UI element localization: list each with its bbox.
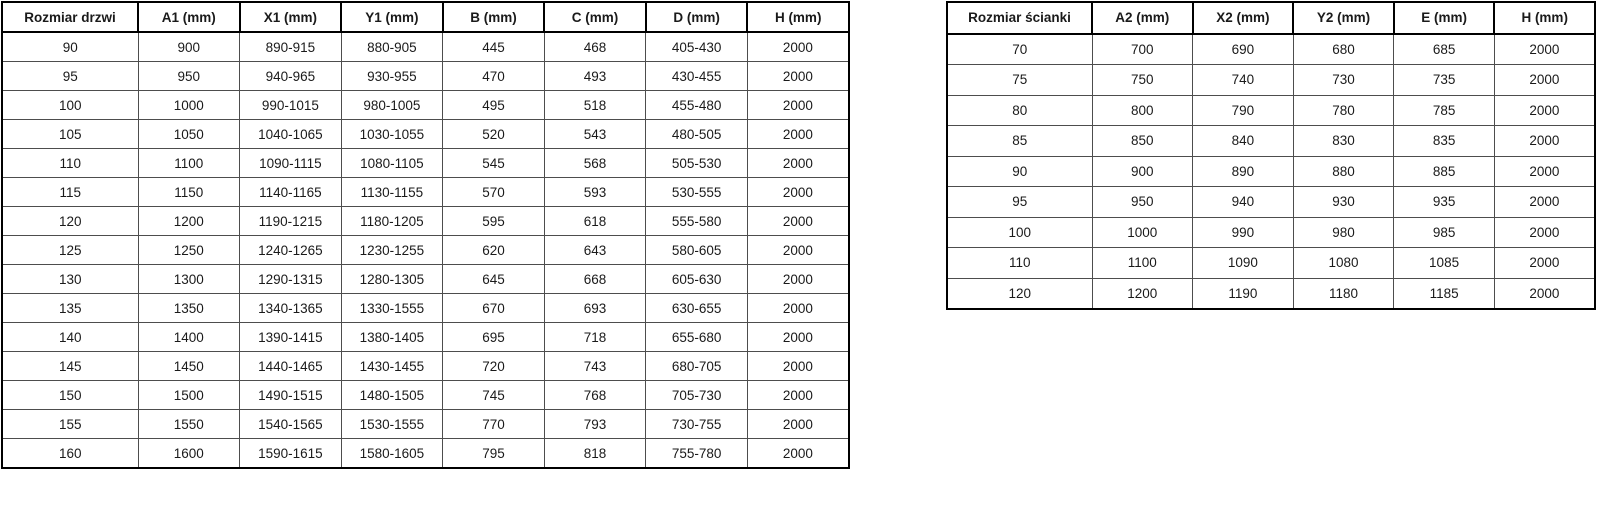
table-cell: 495	[443, 91, 545, 120]
table-row	[947, 156, 1595, 187]
table-cell: 2000	[1494, 126, 1595, 157]
table-row	[947, 126, 1595, 157]
table-row	[2, 294, 849, 323]
table-cell: 1030-1055	[341, 120, 443, 149]
table-cell: 1490-1515	[240, 381, 342, 410]
table-cell: 885	[1394, 156, 1495, 187]
table-cell: 730	[1293, 65, 1394, 96]
table-cell: 605-630	[646, 265, 748, 294]
table-cell: 643	[544, 236, 646, 265]
table-cell: 130	[2, 265, 138, 294]
table-cell: 1050	[138, 120, 240, 149]
table-cell: 2000	[1494, 95, 1595, 126]
table-cell: 790	[1193, 95, 1294, 126]
table-cell: 980	[1293, 217, 1394, 248]
door-size-table	[1, 1, 850, 469]
table-cell: 95	[947, 187, 1092, 218]
table-cell: 430-455	[646, 62, 748, 91]
table-cell: 830	[1293, 126, 1394, 157]
table-cell: 693	[544, 294, 646, 323]
table-cell: 1340-1365	[240, 294, 342, 323]
table-cell: 125	[2, 236, 138, 265]
table-cell: 1000	[1092, 217, 1193, 248]
table-cell: 745	[443, 381, 545, 410]
table-cell: 75	[947, 65, 1092, 96]
table-cell: 2000	[747, 62, 849, 91]
table-cell: 1350	[138, 294, 240, 323]
table-cell: 880-905	[341, 32, 443, 62]
column-header: Y1 (mm)	[341, 2, 443, 32]
table-cell: 2000	[747, 410, 849, 439]
table-cell: 468	[544, 32, 646, 62]
table-cell: 543	[544, 120, 646, 149]
table-cell: 1530-1555	[341, 410, 443, 439]
table-cell: 2000	[1494, 248, 1595, 279]
column-header: Rozmiar ścianki	[947, 2, 1092, 34]
table-cell: 505-530	[646, 149, 748, 178]
table-row	[947, 187, 1595, 218]
table-row	[947, 248, 1595, 279]
table-cell: 1180-1205	[341, 207, 443, 236]
table-cell: 890-915	[240, 32, 342, 62]
table-cell: 140	[2, 323, 138, 352]
table-cell: 1430-1455	[341, 352, 443, 381]
table-cell: 580-605	[646, 236, 748, 265]
table-cell: 630-655	[646, 294, 748, 323]
table-cell: 90	[2, 32, 138, 62]
table-cell: 2000	[747, 381, 849, 410]
table-cell: 668	[544, 265, 646, 294]
table-cell: 135	[2, 294, 138, 323]
table-cell: 705-730	[646, 381, 748, 410]
column-header: H (mm)	[1494, 2, 1595, 34]
table-cell: 493	[544, 62, 646, 91]
table-cell: 480-505	[646, 120, 748, 149]
table-cell: 690	[1193, 34, 1294, 65]
table-cell: 2000	[747, 265, 849, 294]
table-cell: 120	[947, 278, 1092, 309]
table-cell: 1100	[1092, 248, 1193, 279]
table-cell: 2000	[747, 236, 849, 265]
table-row	[947, 217, 1595, 248]
table-cell: 1230-1255	[341, 236, 443, 265]
table-cell: 700	[1092, 34, 1193, 65]
table-row	[2, 265, 849, 294]
table-row	[2, 439, 849, 469]
column-header: X2 (mm)	[1193, 2, 1294, 34]
table-cell: 730-755	[646, 410, 748, 439]
table-cell: 530-555	[646, 178, 748, 207]
table-cell: 145	[2, 352, 138, 381]
table-cell: 545	[443, 149, 545, 178]
table-cell: 750	[1092, 65, 1193, 96]
column-header: E (mm)	[1394, 2, 1495, 34]
table-cell: 568	[544, 149, 646, 178]
table-cell: 155	[2, 410, 138, 439]
table-cell: 405-430	[646, 32, 748, 62]
table-cell: 740	[1193, 65, 1294, 96]
table-row	[947, 65, 1595, 96]
table-cell: 445	[443, 32, 545, 62]
column-header: Y2 (mm)	[1293, 2, 1394, 34]
table-cell: 1600	[138, 439, 240, 469]
table-cell: 1300	[138, 265, 240, 294]
table-cell: 940-965	[240, 62, 342, 91]
table-cell: 935	[1394, 187, 1495, 218]
column-header: A2 (mm)	[1092, 2, 1193, 34]
table-cell: 890	[1193, 156, 1294, 187]
table-cell: 990-1015	[240, 91, 342, 120]
table-cell: 2000	[747, 439, 849, 469]
table-cell: 1280-1305	[341, 265, 443, 294]
table-cell: 1085	[1394, 248, 1495, 279]
table-cell: 1450	[138, 352, 240, 381]
table-cell: 985	[1394, 217, 1495, 248]
table-cell: 930	[1293, 187, 1394, 218]
table-cell: 880	[1293, 156, 1394, 187]
table-cell: 2000	[1494, 156, 1595, 187]
table-cell: 1540-1565	[240, 410, 342, 439]
table-row	[2, 120, 849, 149]
table-cell: 685	[1394, 34, 1495, 65]
table-cell: 2000	[747, 323, 849, 352]
table-cell: 455-480	[646, 91, 748, 120]
table-cell: 2000	[1494, 187, 1595, 218]
table-cell: 680	[1293, 34, 1394, 65]
table-cell: 95	[2, 62, 138, 91]
table-cell: 950	[138, 62, 240, 91]
table-cell: 770	[443, 410, 545, 439]
table-cell: 70	[947, 34, 1092, 65]
table-cell: 2000	[747, 178, 849, 207]
table-cell: 1190	[1193, 278, 1294, 309]
table-cell: 743	[544, 352, 646, 381]
table-cell: 595	[443, 207, 545, 236]
table-cell: 840	[1193, 126, 1294, 157]
table-cell: 1080-1105	[341, 149, 443, 178]
column-header: A1 (mm)	[138, 2, 240, 32]
table-cell: 2000	[747, 32, 849, 62]
table-cell: 795	[443, 439, 545, 469]
table-cell: 695	[443, 323, 545, 352]
table-cell: 1100	[138, 149, 240, 178]
table-cell: 900	[1092, 156, 1193, 187]
table-cell: 1380-1405	[341, 323, 443, 352]
table-cell: 1390-1415	[240, 323, 342, 352]
table-cell: 1400	[138, 323, 240, 352]
table-cell: 718	[544, 323, 646, 352]
table-cell: 2000	[1494, 278, 1595, 309]
column-header: H (mm)	[747, 2, 849, 32]
table-cell: 110	[2, 149, 138, 178]
table-cell: 618	[544, 207, 646, 236]
table-cell: 90	[947, 156, 1092, 187]
table-cell: 800	[1092, 95, 1193, 126]
column-header: Rozmiar drzwi	[2, 2, 138, 32]
table-cell: 2000	[747, 149, 849, 178]
table-cell: 2000	[1494, 65, 1595, 96]
table-cell: 1580-1605	[341, 439, 443, 469]
table-cell: 1550	[138, 410, 240, 439]
table-cell: 1130-1155	[341, 178, 443, 207]
table-row	[2, 62, 849, 91]
table-cell: 80	[947, 95, 1092, 126]
table-cell: 1080	[1293, 248, 1394, 279]
table-cell: 100	[947, 217, 1092, 248]
table-cell: 680-705	[646, 352, 748, 381]
table-cell: 1090	[1193, 248, 1294, 279]
table-row	[2, 207, 849, 236]
table-cell: 2000	[1494, 217, 1595, 248]
table-cell: 755-780	[646, 439, 748, 469]
table-cell: 850	[1092, 126, 1193, 157]
table-row	[2, 149, 849, 178]
wall-size-table	[946, 1, 1596, 310]
table-cell: 2000	[747, 294, 849, 323]
table-cell: 990	[1193, 217, 1294, 248]
table-cell: 1330-1555	[341, 294, 443, 323]
table-cell: 768	[544, 381, 646, 410]
table-cell: 1190-1215	[240, 207, 342, 236]
table-cell: 1290-1315	[240, 265, 342, 294]
table-cell: 1240-1265	[240, 236, 342, 265]
table-cell: 105	[2, 120, 138, 149]
table-cell: 735	[1394, 65, 1495, 96]
table-cell: 120	[2, 207, 138, 236]
table-cell: 160	[2, 439, 138, 469]
table-cell: 2000	[747, 207, 849, 236]
table-cell: 1140-1165	[240, 178, 342, 207]
table-row	[2, 323, 849, 352]
table-cell: 950	[1092, 187, 1193, 218]
table-cell: 110	[947, 248, 1092, 279]
table-cell: 115	[2, 178, 138, 207]
table-cell: 980-1005	[341, 91, 443, 120]
header-row	[2, 2, 849, 32]
header-row	[947, 2, 1595, 34]
table-row	[2, 32, 849, 62]
table-cell: 720	[443, 352, 545, 381]
table-cell: 645	[443, 265, 545, 294]
table-row	[947, 278, 1595, 309]
table-cell: 570	[443, 178, 545, 207]
table-cell: 655-680	[646, 323, 748, 352]
table-row	[2, 178, 849, 207]
table-cell: 785	[1394, 95, 1495, 126]
table-cell: 780	[1293, 95, 1394, 126]
table-cell: 150	[2, 381, 138, 410]
table-cell: 793	[544, 410, 646, 439]
table-cell: 555-580	[646, 207, 748, 236]
table-row	[2, 352, 849, 381]
table-cell: 100	[2, 91, 138, 120]
table-cell: 1200	[138, 207, 240, 236]
column-header: X1 (mm)	[240, 2, 342, 32]
table-row	[2, 410, 849, 439]
table-cell: 1500	[138, 381, 240, 410]
table-cell: 1040-1065	[240, 120, 342, 149]
table-cell: 670	[443, 294, 545, 323]
table-cell: 2000	[1494, 34, 1595, 65]
table-cell: 1590-1615	[240, 439, 342, 469]
table-cell: 1180	[1293, 278, 1394, 309]
table-cell: 2000	[747, 352, 849, 381]
table-row	[2, 236, 849, 265]
table-cell: 518	[544, 91, 646, 120]
column-header: C (mm)	[544, 2, 646, 32]
table-cell: 1200	[1092, 278, 1193, 309]
table-row	[2, 91, 849, 120]
table-cell: 1185	[1394, 278, 1495, 309]
table-cell: 818	[544, 439, 646, 469]
table-cell: 520	[443, 120, 545, 149]
table-cell: 930-955	[341, 62, 443, 91]
table-cell: 620	[443, 236, 545, 265]
table-row	[2, 381, 849, 410]
table-cell: 2000	[747, 120, 849, 149]
table-cell: 1440-1465	[240, 352, 342, 381]
table-cell: 900	[138, 32, 240, 62]
table-cell: 940	[1193, 187, 1294, 218]
table-cell: 470	[443, 62, 545, 91]
table-row	[947, 95, 1595, 126]
table-cell: 1000	[138, 91, 240, 120]
column-header: D (mm)	[646, 2, 748, 32]
table-row	[947, 34, 1595, 65]
table-cell: 1480-1505	[341, 381, 443, 410]
table-cell: 2000	[747, 91, 849, 120]
table-cell: 1250	[138, 236, 240, 265]
column-header: B (mm)	[443, 2, 545, 32]
table-cell: 1150	[138, 178, 240, 207]
table-cell: 835	[1394, 126, 1495, 157]
table-cell: 1090-1115	[240, 149, 342, 178]
table-cell: 593	[544, 178, 646, 207]
table-cell: 85	[947, 126, 1092, 157]
